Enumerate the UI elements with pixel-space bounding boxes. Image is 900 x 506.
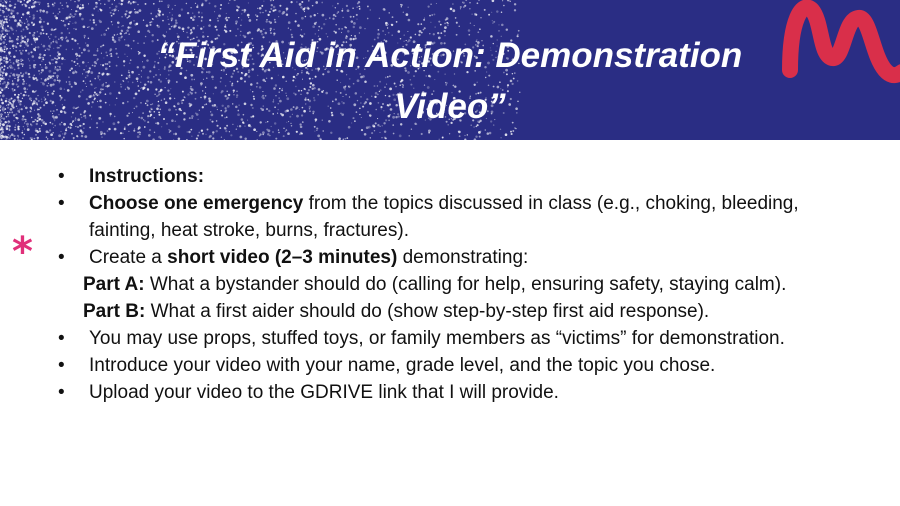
- part-b-item: [58, 298, 858, 325]
- part-b-label: Part B:: [83, 301, 146, 322]
- part-b-text: What a first aider should do (show step-by-step first aid response).: [145, 301, 710, 322]
- title-banner: [0, 0, 900, 140]
- part-a-item: [58, 271, 858, 298]
- choose-emergency-text: from the topics discussed in class (e.g., choking, bleeding, fainting, heat stroke, burns, fractures).: [89, 193, 799, 241]
- bullet-icon: •: [58, 193, 65, 214]
- bullet-icon: •: [58, 166, 65, 187]
- list-item: [58, 244, 858, 271]
- list-item: [58, 352, 858, 379]
- choose-emergency-bold: Choose one emergency: [89, 193, 304, 214]
- create-video-post: demonstrating:: [397, 247, 529, 268]
- create-video-bold: short video (2–3 minutes): [167, 247, 398, 268]
- bullet-icon: •: [58, 382, 65, 403]
- create-video-pre: Create a: [89, 247, 168, 268]
- props-text: You may use props, stuffed toys, or family members as “victims” for demonstration.: [89, 328, 785, 349]
- part-a-label: Part A:: [83, 274, 145, 295]
- asterisk-icon: *: [12, 229, 33, 275]
- part-a-text: What a bystander should do (calling for help, ensuring safety, staying calm).: [144, 274, 787, 295]
- introduce-text: Introduce your video with your name, grade level, and the topic you chose.: [89, 355, 716, 376]
- list-item: [58, 379, 858, 406]
- slide-title: “First Aid in Action: Demonstration Video”: [157, 36, 743, 126]
- instructions-heading: Instructions:: [89, 166, 205, 187]
- bullet-icon: •: [58, 247, 65, 268]
- list-item: [58, 163, 858, 190]
- bullet-icon: •: [58, 328, 65, 349]
- list-item: [58, 190, 858, 244]
- upload-text: Upload your video to the GDRIVE link that I will provide.: [89, 382, 559, 403]
- bullet-icon: •: [58, 355, 65, 376]
- list-item: [58, 325, 858, 352]
- squiggle-decoration: [780, 0, 900, 100]
- instructions-list: [58, 163, 858, 406]
